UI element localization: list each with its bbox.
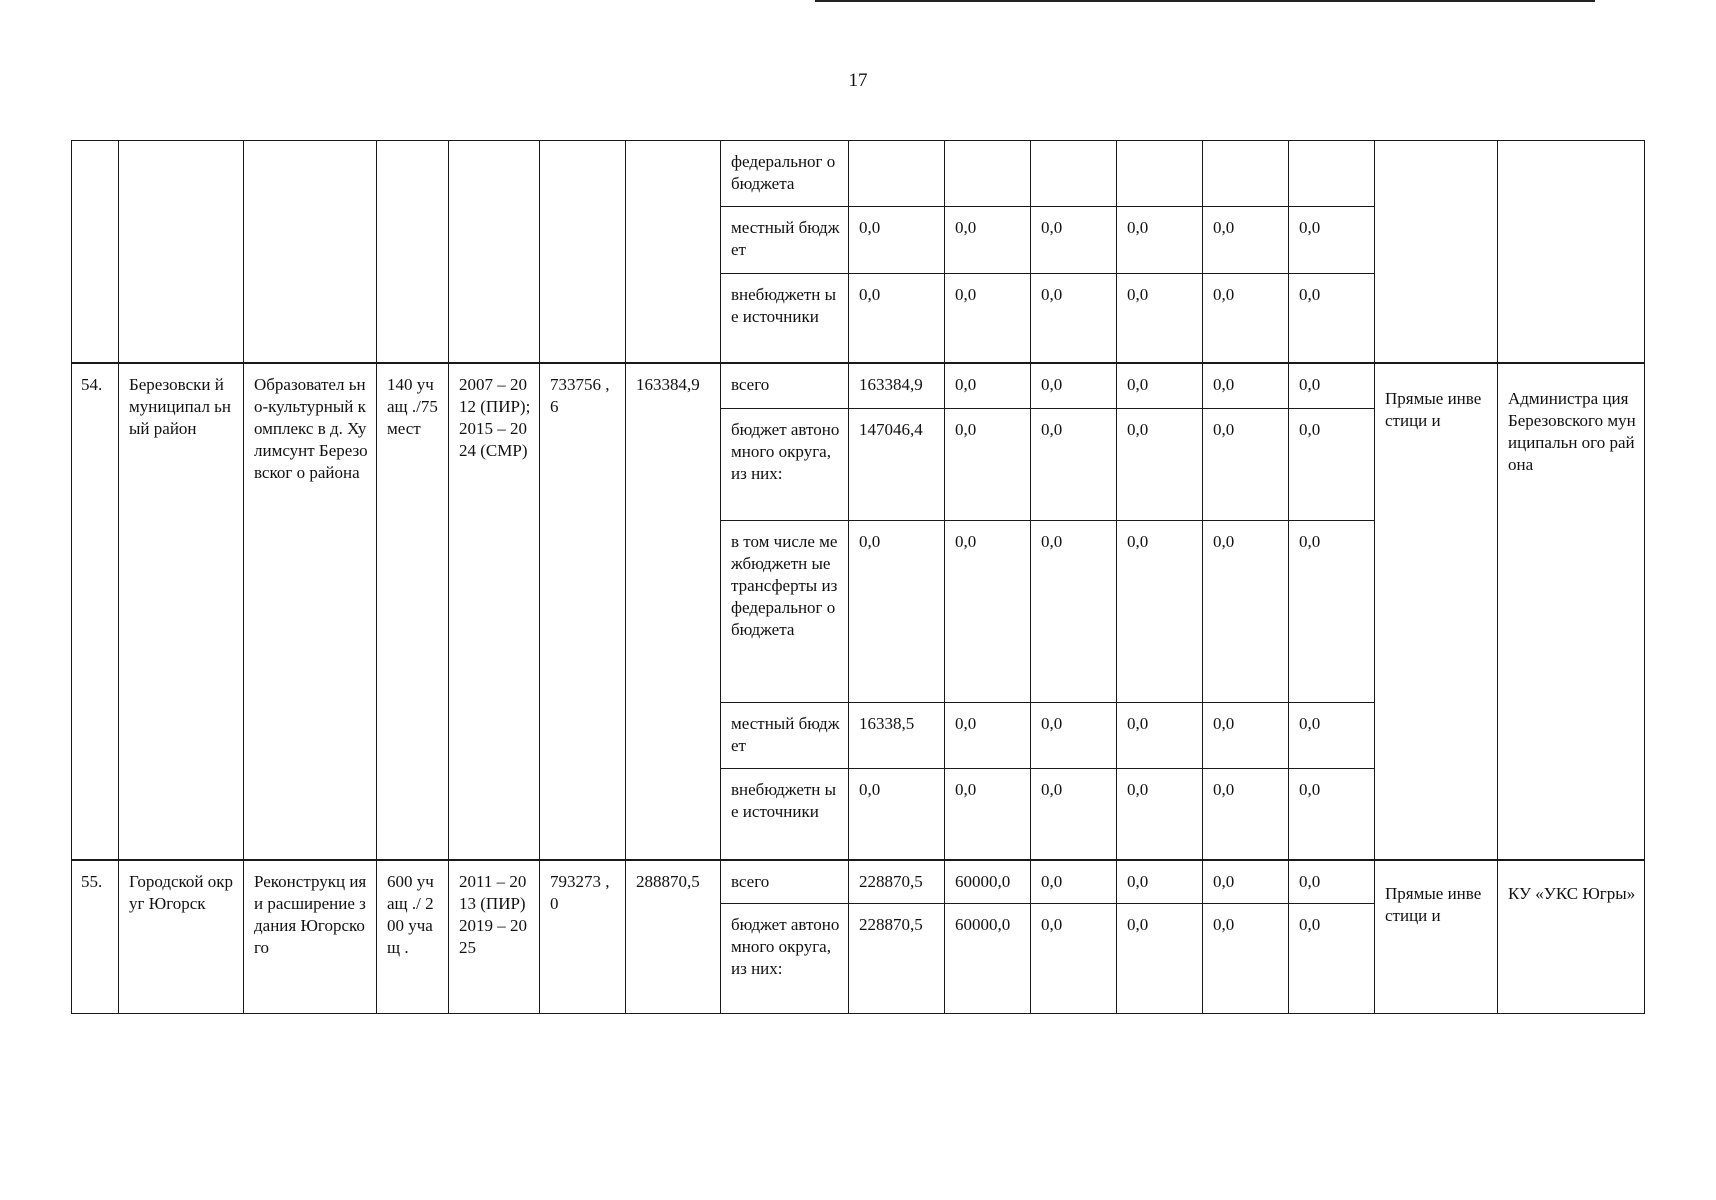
table-row	[72, 363, 1645, 409]
value-cell: 0,0	[1203, 363, 1289, 409]
value-cell	[945, 141, 1031, 207]
value-cell	[1289, 141, 1375, 207]
value-cell: 0,0	[945, 363, 1031, 409]
value-cell: 0,0	[1289, 274, 1375, 363]
customer-cell: КУ «УКС Югры»	[1498, 860, 1645, 1014]
value-cell: 0,0	[1117, 409, 1203, 521]
value-cell: 0,0	[1289, 363, 1375, 409]
value-cell	[849, 141, 945, 207]
value-cell: 0,0	[1289, 703, 1375, 769]
cell-empty	[119, 141, 244, 363]
value-cell: 0,0	[1203, 521, 1289, 703]
value-cell: 60000,0	[945, 904, 1031, 1014]
value-cell: 163384,9	[849, 363, 945, 409]
funding-source-label: в том числе межбюджетн ые трансферты из федеральног о бюджета	[721, 521, 849, 703]
cell-empty	[72, 141, 119, 363]
top-rule	[815, 0, 1595, 2]
value-cell: 0,0	[1031, 703, 1117, 769]
value-cell: 0,0	[1203, 860, 1289, 904]
cell-empty	[449, 141, 540, 363]
value-cell: 0,0	[1031, 904, 1117, 1014]
period-cell: 2011 – 2013 (ПИР) 2019 – 2025	[449, 860, 540, 1014]
value-cell: 0,0	[1203, 409, 1289, 521]
value-cell: 0,0	[1117, 904, 1203, 1014]
value-cell: 0,0	[1289, 521, 1375, 703]
value-cell: 0,0	[1289, 769, 1375, 860]
value-cell: 0,0	[1289, 409, 1375, 521]
funding-source-label: внебюджетн ые источники	[721, 274, 849, 363]
remaining-cell: 288870,5	[626, 860, 721, 1014]
estimate-cell: 733756 ,6	[540, 363, 626, 860]
value-cell: 0,0	[1203, 769, 1289, 860]
value-cell: 0,0	[849, 274, 945, 363]
cell-empty	[1498, 141, 1645, 363]
value-cell: 0,0	[1289, 207, 1375, 274]
capacity-cell: 140 учащ ./75 мест	[377, 363, 449, 860]
value-cell: 0,0	[1117, 521, 1203, 703]
funding-source-label: бюджет автономного округа, из них:	[721, 904, 849, 1014]
value-cell: 0,0	[849, 521, 945, 703]
cell-empty	[1375, 141, 1498, 363]
value-cell: 0,0	[945, 521, 1031, 703]
value-cell	[1203, 141, 1289, 207]
cell-empty	[244, 141, 377, 363]
funding-source-label: внебюджетн ые источники	[721, 769, 849, 860]
value-cell: 0,0	[1031, 274, 1117, 363]
value-cell: 0,0	[1117, 703, 1203, 769]
value-cell: 0,0	[1289, 904, 1375, 1014]
value-cell: 0,0	[945, 207, 1031, 274]
value-cell: 0,0	[1117, 363, 1203, 409]
mechanism-cell: Прямые инвестици и	[1375, 363, 1498, 860]
value-cell	[1031, 141, 1117, 207]
record-number: 54.	[72, 363, 119, 860]
value-cell: 0,0	[1117, 274, 1203, 363]
funding-source-label: бюджет автономного округа, из них:	[721, 409, 849, 521]
cell-empty	[626, 141, 721, 363]
municipality-cell: Березовски й муниципал ьный район	[119, 363, 244, 860]
value-cell: 147046,4	[849, 409, 945, 521]
cell-empty	[377, 141, 449, 363]
value-cell: 228870,5	[849, 904, 945, 1014]
funding-source-label: федеральног о бюджета	[721, 141, 849, 207]
object-cell: Реконструкц ия и расширение здания Югорского	[244, 860, 377, 1014]
value-cell: 16338,5	[849, 703, 945, 769]
value-cell: 0,0	[1031, 860, 1117, 904]
customer-cell: Администра ция Березовского муниципальн ого района	[1498, 363, 1645, 860]
value-cell: 0,0	[1203, 703, 1289, 769]
funding-source-label: всего	[721, 363, 849, 409]
value-cell: 0,0	[1031, 521, 1117, 703]
table-row	[72, 141, 1645, 207]
municipality-cell: Городской округ Югорск	[119, 860, 244, 1014]
object-cell: Образовател ьно-культурный комплекс в д. Хулимсунт Березовског о района	[244, 363, 377, 860]
value-cell: 0,0	[945, 703, 1031, 769]
value-cell: 0,0	[1117, 769, 1203, 860]
value-cell: 0,0	[1203, 904, 1289, 1014]
mechanism-cell: Прямые инвестици и	[1375, 860, 1498, 1014]
remaining-cell: 163384,9	[626, 363, 721, 860]
value-cell: 0,0	[1117, 207, 1203, 274]
value-cell: 0,0	[1203, 207, 1289, 274]
record-number: 55.	[72, 860, 119, 1014]
value-cell: 0,0	[849, 769, 945, 860]
value-cell: 60000,0	[945, 860, 1031, 904]
value-cell: 0,0	[1031, 207, 1117, 274]
investment-table	[71, 140, 1645, 1014]
estimate-cell: 793273 ,0	[540, 860, 626, 1014]
value-cell: 228870,5	[849, 860, 945, 904]
value-cell	[1117, 141, 1203, 207]
value-cell: 0,0	[1203, 274, 1289, 363]
table-row	[72, 860, 1645, 904]
capacity-cell: 600 учащ ./ 200 учащ .	[377, 860, 449, 1014]
period-cell: 2007 – 2012 (ПИР); 2015 – 2024 (СМР)	[449, 363, 540, 860]
page-number: 17	[848, 70, 868, 91]
value-cell: 0,0	[1031, 769, 1117, 860]
value-cell: 0,0	[1289, 860, 1375, 904]
value-cell: 0,0	[945, 409, 1031, 521]
value-cell: 0,0	[945, 769, 1031, 860]
funding-source-label: местный бюджет	[721, 703, 849, 769]
value-cell: 0,0	[1031, 409, 1117, 521]
value-cell: 0,0	[849, 207, 945, 274]
value-cell: 0,0	[1031, 363, 1117, 409]
value-cell: 0,0	[1117, 860, 1203, 904]
value-cell: 0,0	[945, 274, 1031, 363]
cell-empty	[540, 141, 626, 363]
funding-source-label: местный бюджет	[721, 207, 849, 274]
funding-source-label: всего	[721, 860, 849, 904]
